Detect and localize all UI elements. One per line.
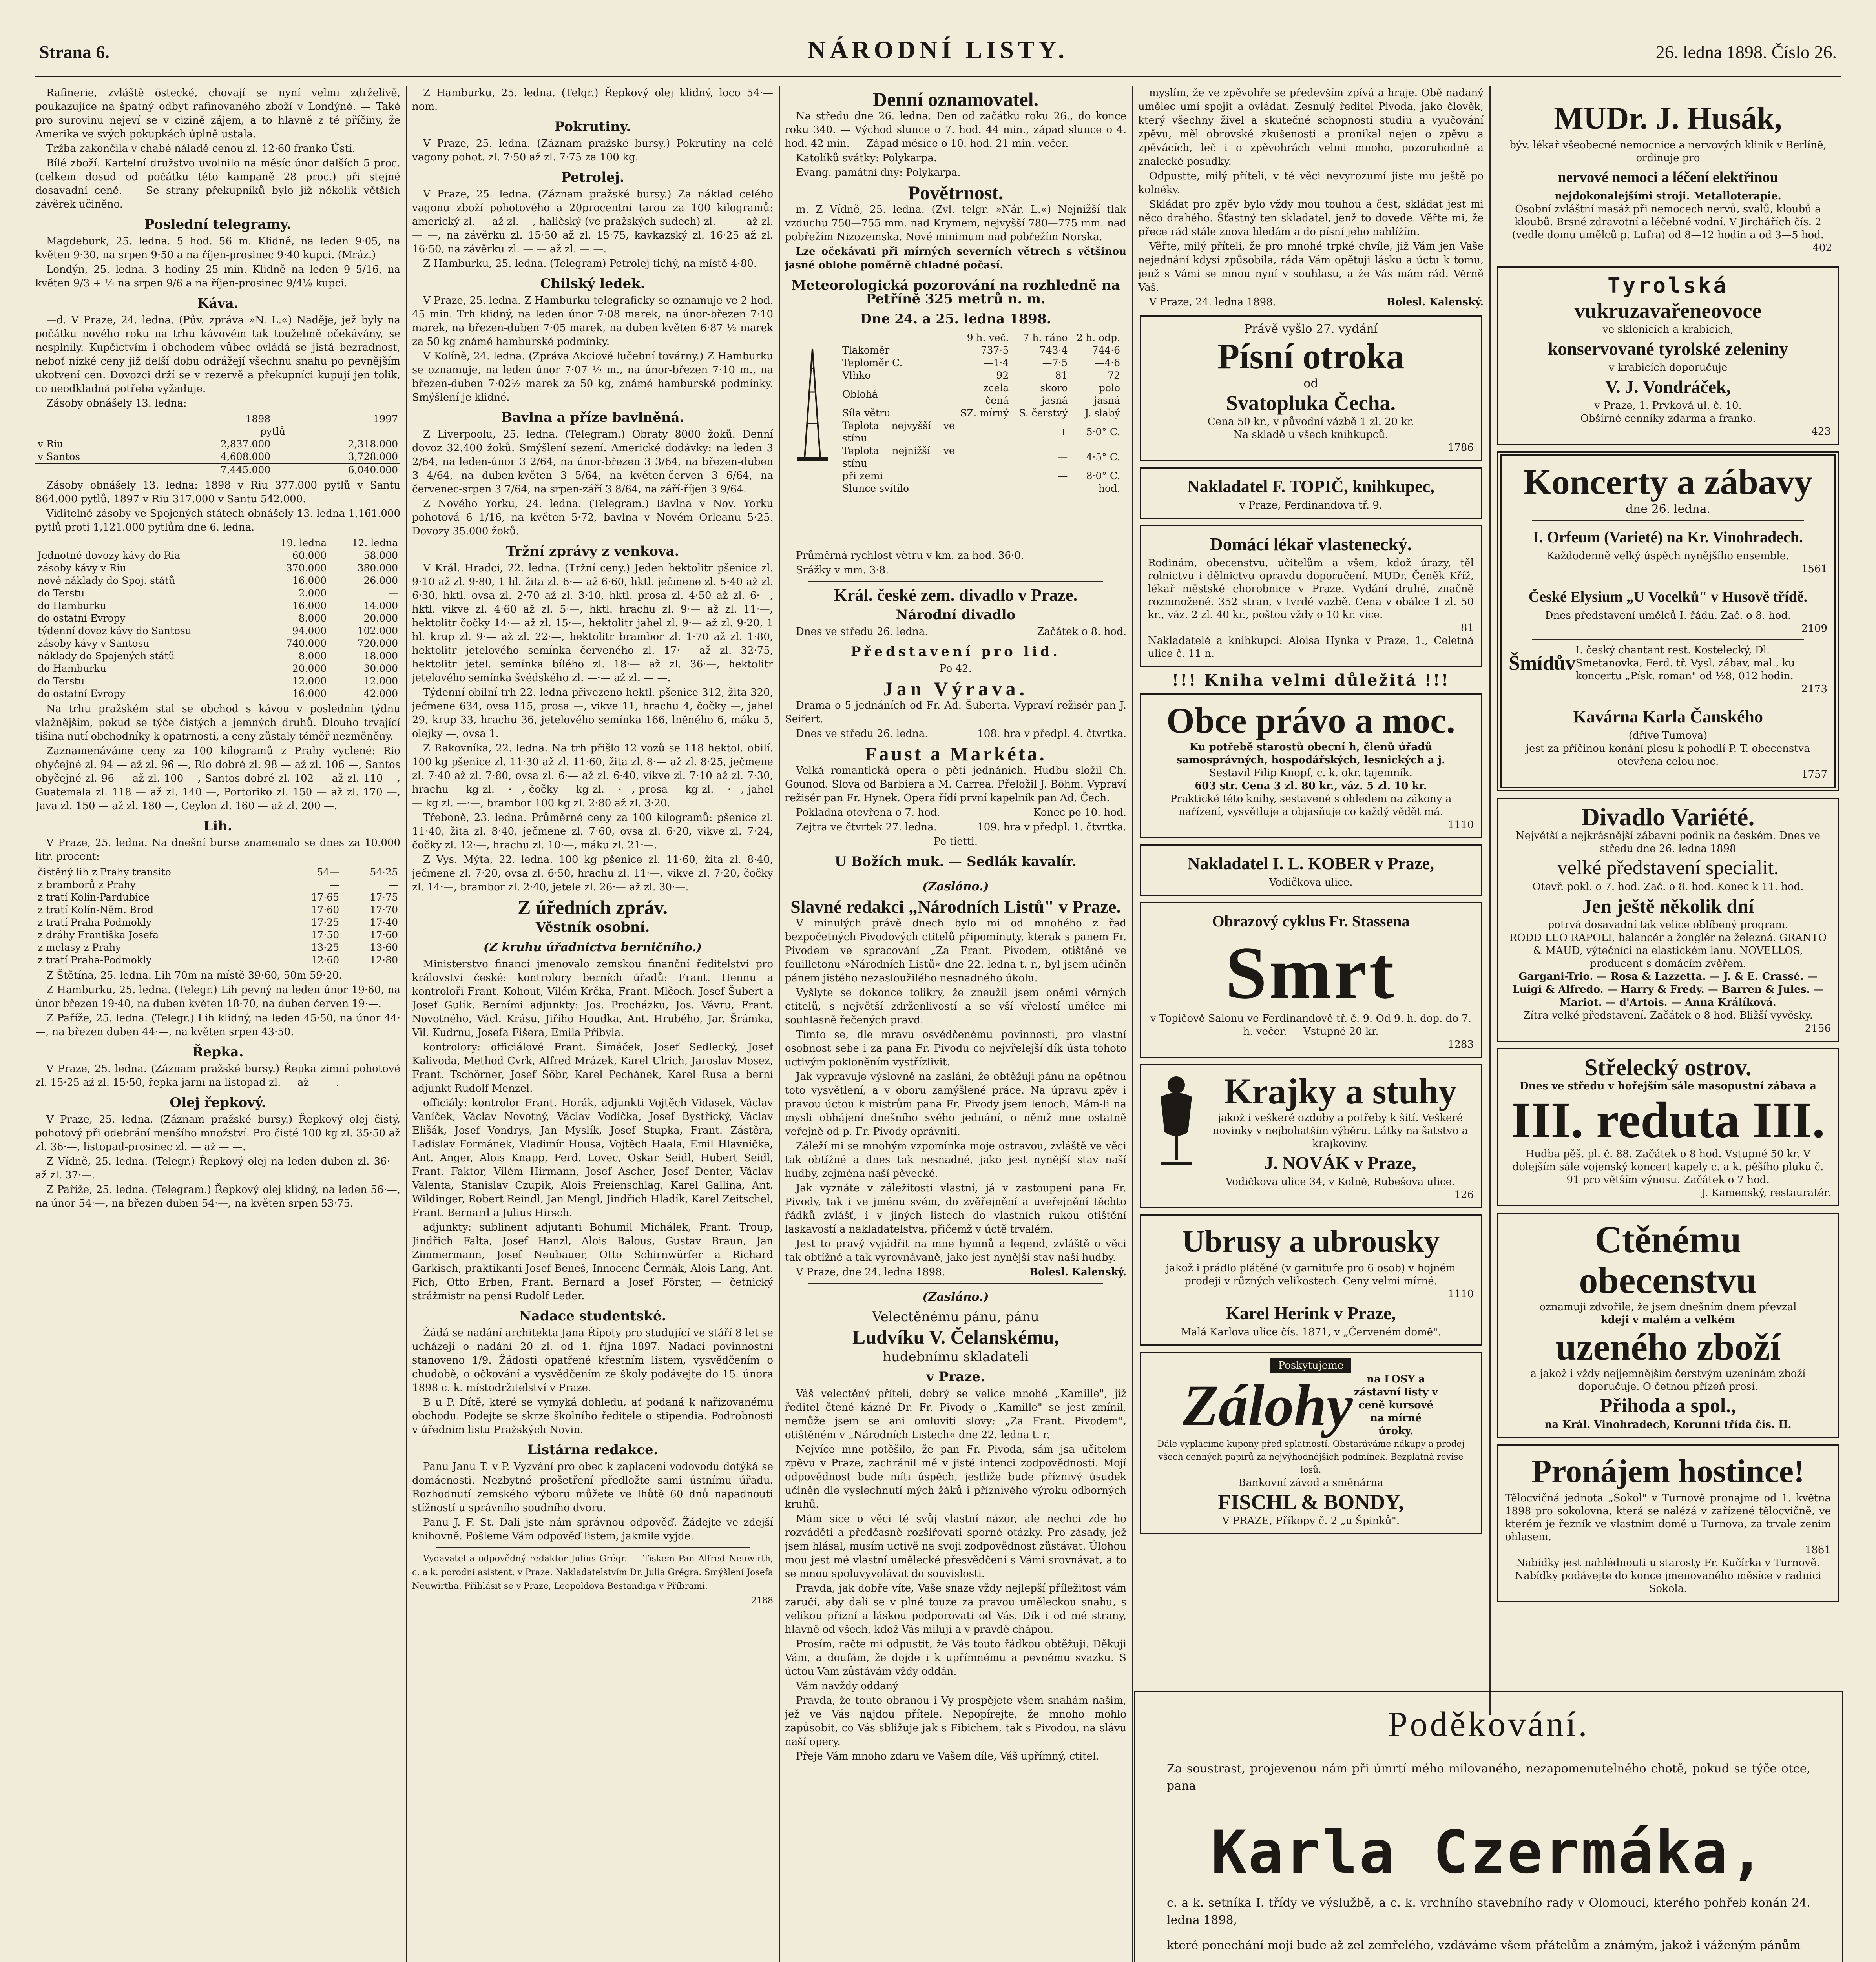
letter-paragraph-1: V minulých právě dnech bylo mi od mnohého z řad bezpočetných Pivodových ctitelů připomínuty, kterak s panem Fr. Pivodem ve spracování „Za Frant. Pivodem, otištěné ve feuilletonu »Národních Listů« dne 22. ledna t. r., byl jsem učiněn pánem jistého nezasloužilého nesnadného úkolu. bbox=[785, 917, 1126, 984]
table-row: z tratí Kolín-Pardubice 17·65 17·75 bbox=[38, 892, 398, 903]
ad-times: Otevř. pokl. o 7. hod. Zač. o 8. hod. Konec k 11. hod. bbox=[1532, 881, 1804, 893]
catholic-feast: Katolíků svátky: Polykarpa. bbox=[796, 152, 937, 164]
oilcake-report: V Praze, 25. ledna. (Záznam pražské bursy.) Pokrutiny na celé vagony pohot. zl. 7·50 až zl. 7·75 za 100 kg. bbox=[412, 138, 773, 163]
oil-hamburg: Z Hamburku, 25. ledna. (Telgr.) Řepkový olej klidný, loco 54·— nom. bbox=[412, 87, 773, 113]
ad-specialty: nervové nemoci a léčení elektřinou bbox=[1558, 169, 1778, 186]
table-row: v Riu 2,837.000 2,318.000 bbox=[38, 438, 398, 450]
ad-catalog: Obšírné cenníky zdarma a franko. bbox=[1580, 413, 1756, 425]
ad-merchant: Karel Herink v Praze, bbox=[1226, 1303, 1396, 1323]
ad-domaci-lekar bbox=[1140, 525, 1482, 667]
section-heading-cotton: Bavlna a příze bavlněná. bbox=[501, 410, 684, 425]
oil-prague: V Praze, 25. ledna. (Záznam pražské bursy.) Řepkový olej čistý, pohotový při odebrání menšího množství. Pro čisté 100 kg zl. 35·50 až zl. 36·—, listopad-prosinec zl. — až — —. bbox=[35, 1114, 400, 1153]
letter-signature: Bolesl. Kalenský. bbox=[1029, 1266, 1126, 1278]
ad-tyrolska bbox=[1497, 266, 1839, 445]
ad-signature: J. Kamenský, restauratér. bbox=[1702, 1187, 1831, 1199]
venue-elysium: České Elysium „U Vocelků" v Husově třídě. bbox=[1528, 589, 1808, 605]
ad-address: Vodičkova ulice. bbox=[1269, 877, 1353, 888]
saltpeter-kolin: V Kolíně, 24. ledna. (Zpráva Akciové lučební továrny.) Z Hamburku se oznamuje, na leden únor 7·07 ½ m., na únor-březen 7·10 m., na březen-duben 7·02½ marek za 50 kg, známé hamburské podmínky. Smýšlení je klidné. bbox=[412, 350, 773, 403]
ad-topic bbox=[1140, 467, 1482, 519]
ad-number: 1861 bbox=[1805, 1544, 1831, 1556]
thanks-heading: Poděkování. bbox=[1388, 1705, 1589, 1744]
table-row: Síla větru SZ. mírný S. čerstvý J. slabý bbox=[842, 407, 1120, 419]
appointments-4: adjunkty: sublinent adjutanti Bohumil Michálek, Frant. Troup, Jindřich Falta, Josef Hanzl, Alois Balous, Gustav Braun, Jan Zimmermann, Josef Neubauer, Otto Schirnwürfer a Richard Garkisch, praktikanti Josef Beneš, Innocenc Čermák, Alois Lang, Ant. Fich, Otto Erben, Frant. Bernard a Josef Förster, — četnický strážmistr na pensi Rudolf Leder. bbox=[412, 1222, 773, 1302]
ad-concerts-title: Koncerty a zábavy bbox=[1524, 462, 1812, 502]
ad-description: jakož i veškeré ozdoby a potřeby k šití. Veškeré novinky v nejbohatším výběru. Látky na šatstvo a krajkoviny. bbox=[1212, 1112, 1468, 1150]
ad-publisher-3: Nakladatel I. L. KOBER v Praze, bbox=[1187, 854, 1434, 873]
ad-announcement: oznamuji zdvořile, že jsem dnešním dnem převzal bbox=[1539, 1301, 1797, 1313]
rapeseed-report: V Praze, 25. ledna. (Záznam pražské bursy.) Řepka zimní pohotové zl. 15·25 až zl. 15·50, řepka jarní na listopad zl. — až — —. bbox=[35, 1063, 400, 1089]
ad-uzeniny bbox=[1497, 1213, 1839, 1438]
market-weekly: Týdenní obilní trh 22. ledna přivezeno hektl. pšenice 312, žita 320, ječmene 634, ovsa 115, prosa —, vikve 11, hrachu 4, čočky —, jahel 29, krup 33, hrachu 36, jetelového semínka 166, lněného 6, máku 5, olejky —, ovsa 1. bbox=[412, 687, 773, 740]
ad-loans-terms: na LOSY a zástavní listy v ceně kursové na mírné úroky. bbox=[1354, 1373, 1438, 1437]
ad-bank: Bankovní závod a směnárna bbox=[1238, 1477, 1383, 1489]
ad-author: Svatopluka Čecha. bbox=[1226, 391, 1396, 415]
subscription-2: 109. hra v předpl. 1. čtvrtka. bbox=[977, 821, 1126, 833]
weather-forecast: Lze očekávati při mírných severních větrech s většinou jasné oblohe poměrně chladné počasí. bbox=[785, 246, 1126, 271]
ad-smoked-goods: uzeného zboží bbox=[1555, 1326, 1781, 1368]
spirits-intro: V Praze, 25. ledna. Na dnešní burse znamenalo se dnes za 10.000 litr. procent: bbox=[35, 837, 400, 862]
letter-heading: Slavné redakci „Národních Listů" v Praze. bbox=[790, 897, 1121, 917]
ad-few-days: Jen ještě několik dní bbox=[1582, 895, 1754, 917]
divider bbox=[436, 1547, 750, 1548]
table-row: při zemi — 8·0° C. bbox=[842, 470, 1120, 481]
column-3 bbox=[785, 86, 1126, 1962]
newspaper-page bbox=[35, 27, 1841, 1962]
ad-doctor-name: MUDr. J. Husák, bbox=[1554, 101, 1782, 136]
table-row: Teploměr C. —1·4 —7·5 —4·6 bbox=[842, 357, 1120, 368]
ad-number: 2156 bbox=[1805, 1023, 1831, 1034]
divider bbox=[1532, 639, 1804, 640]
play-description-2: Velká romantická opera o pěti jednáních. Hudbu složil Ch. Gounod. Slova od Barbiera a M. Carrea. Přeložil J. Böhm. Vypraví režisér pan Fr. Hynek. Opera řídí první kapelník pan Ad. Čech. bbox=[785, 765, 1126, 804]
letter2-salutation: Velectěnému pánu, pánu bbox=[872, 1309, 1039, 1325]
column-divider bbox=[1489, 86, 1491, 1715]
column-divider bbox=[779, 86, 780, 1962]
ad-edition: Právě vyšlo 27. vydání bbox=[1244, 322, 1378, 336]
letter2-role: hudebnímu skladateli bbox=[883, 1349, 1029, 1365]
spirits-hamburg: Z Hamburku, 25. ledna. (Telegr.) Lih pevný na leden únor 19·60, na únor březen 19·40, na duben květen 18·70, na duben červen 19·—. bbox=[35, 984, 400, 1010]
table-row: do Terstu 12.000 12.000 bbox=[38, 675, 398, 687]
table-row: čistěný lih z Prahy transito 54— 54·25 bbox=[38, 866, 398, 878]
prague-coffee-market: Na trhu pražském stal se obchod s kávou v posledním týdnu vlažnějším, pokud se týče čistých a jemných druhů. Dlouho trvající tišina nutí obchodníky k opatrnosti, a ceny zůstaly téměř nezměněny. bbox=[35, 703, 400, 742]
meteo-table: 9 h. več. 7 h. ráno 2 h. odp. Tlakoměr 737·5 743·4 744·6 Teploměr C. —1·4 —7·5 —4·6 Vlhko 92 81 72 Oblohá zcela čená skoro jasná polo jasná Síla větru SZ. mírný S. čerstvý J. slabý Teplota nejvyšší ve stínu + 5·0° C. Teplota nejnižší ve stínu — 4·5° C. při zemi — 8·0° C. Slunce svítilo — hod. bbox=[840, 332, 1122, 495]
venue-cafe-formerly: (dříve Tumova) bbox=[1628, 730, 1708, 742]
table-row: zásoby kávy v Riu 370.000 380.000 bbox=[38, 562, 398, 574]
venue-smid: Šmídův bbox=[1509, 652, 1576, 675]
oil-vienna: Z Vídně, 25. ledna. (Telegr.) Řepkový olej na leden duben zl. 36·— až zl. 37·—. bbox=[35, 1156, 400, 1181]
letter-paragraph-5: Záleží mi se mnohým vzpomínka moje ostravou, zvláště ve věci tak obtížné a dnes tak nesnadné, jako jest nynější stav naší hudby, zejména naší pěvecké. bbox=[785, 1140, 1126, 1180]
ad-theatre-name: Divadlo Variété. bbox=[1581, 803, 1755, 831]
letter2-signature: Bolesl. Kalenský. bbox=[1387, 296, 1484, 308]
ad-description: Hudba pěš. pl. č. 88. Začátek o 8 hod. Vstupné 50 kr. V dolejším sále vojenský koncert kapely c. a k. pěšího pluku č. 91 pro větším výnosu. Začátek o 7 hod. bbox=[1512, 1148, 1824, 1186]
theatre-date-2: Dnes ve středu 26. ledna. bbox=[796, 728, 928, 740]
ad-packaging: ve sklenicích a krabicích, bbox=[1602, 324, 1734, 336]
letter-paragraph-7: Jest to pravý vyjádřit na mne hymnů a legend, zvláště o věci tak obtížné a tak vyrovnávaně, jako jest nynější stav naší hudby. bbox=[785, 1238, 1126, 1264]
letter-paragraph-3: Tímto se, dle mravu osvědčenému povinnosti, pro vlastní osobnost sebe i za pana Fr. Pivodu co nejvřelejší dík ústa tohoto uctivým pokloněním vystřízlivit. bbox=[785, 1029, 1126, 1068]
ad-price: 603 str. Cena 3 zl. 80 kr., váz. 5 zl. 10 kr. bbox=[1195, 780, 1427, 792]
coffee-visible-stocks: Viditelné zásoby ve Spojených státech obnášely 13. ledna 1,161.000 pytlů proti 1,121.000 pytlům dne 6. ledna. bbox=[35, 508, 400, 533]
section-heading-rapeseed-oil: Olej řepkový. bbox=[170, 1095, 266, 1110]
ad-exhibition: Obrazový cyklus Fr. Stassena bbox=[1212, 912, 1410, 930]
market-rakovnik: Z Rakovníka, 22. ledna. Na trh přišlo 12 vozů se 118 hektol. obilí. 100 kg pšenice zl. 11·30 až zl. 11·60, žita zl. 8·— až zl. 8·25, ječmene zl. 7·40 až zl. 7·80, ovsa zl. 6·— až zl. 6·40, vikve zl. 7·10 až zl. 7·30, hrachu — kg zl. —·—, čočky — kg zl. —·—, prosa — kg zl. —·—, jahel — kg zl. —·—, brambor 100 kg zl. 2·80 až zl. 3·20. bbox=[412, 742, 773, 809]
national-theatre: Národní divadlo bbox=[896, 607, 1016, 623]
column-divider bbox=[1132, 86, 1133, 1962]
table-row: z melasy z Prahy 13·25 13·60 bbox=[38, 942, 398, 953]
ad-contact: Nabídky jest nahlédnouti u starosty Fr. Kučírka v Turnově. bbox=[1516, 1557, 1820, 1569]
foundation-notice-2: B u P. Dítě, které se vymyká dohledu, ať podaná k nařizovanému obchodu. Podejte se skrze školního ředitele o stipendia. Podrobnosti v úředním listu Pražských Novin. bbox=[412, 1397, 773, 1436]
ad-recommends: v krabicích doporučuje bbox=[1608, 362, 1728, 374]
divider bbox=[1532, 520, 1804, 521]
table-row: do Terstu 2.000 — bbox=[38, 587, 398, 599]
ad-number: 2173 bbox=[1801, 683, 1827, 695]
appointments-2: kontrolory: officiálové Frant. Šimáček, Josef Sedlecký, Josef Kalivoda, Method Cvrk, Alfred Mrázek, Karel Ulrich, Jaroslav Mosez, Frant. Tschörner, Josef Šöbr, Karel Pechánek, Karel Rusa a berní adjunkt Rudolf Menzel. bbox=[412, 1041, 773, 1094]
divider bbox=[808, 1283, 1103, 1284]
ad-concerts bbox=[1497, 451, 1839, 791]
ad-number: 402 bbox=[1812, 242, 1832, 254]
petroleum-prague: V Praze, 25. ledna. (Záznam pražské bursy.) Za náklad celého vagonu zboží pohotového a 20procentní tarou za 100 kilogramů: americký zl. — až zl. —, haličský (ve pražských sudech) zl. — — až zl. — —, na závěrku zl. 15·50 až zl. 15·75, kavkazský zl. 16·25 až zl. 16·50, na závěrku zl. — — až zl. — —. bbox=[412, 188, 773, 255]
weather-vienna: m. Z Vídně, 25. ledna. (Zvl. telgr. »Nár. L.«) Nejnižší tlak vzduchu 750—755 mm. nad Krymem, nejvyšší 780—775 mm. nad pobřežím Nizozemska. Nové minimum nad pobřežím Norska. bbox=[785, 204, 1126, 243]
section-heading-rapeseed: Řepka. bbox=[192, 1044, 244, 1060]
section-heading-oilcake: Pokrutiny. bbox=[554, 119, 631, 135]
coffee-stocks-table: 1898 1997 pytlů v Riu 2,837.000 2,318.000 v Santos 4,608.000 3,728.000 7,445.000 6,040.000 bbox=[35, 413, 400, 476]
letter2-paragraph-8: Přeje Vám mnoho zdaru ve Vašem díle, Váš upřímný, ctitel. bbox=[796, 1750, 1099, 1762]
imprint: Vydavatel a odpovědný redaktor Julius Grégr. — Tiskem Pan Alfred Neuwirth, c. a k. porodní asistent, v Praze. Nakladatelstvím Dr. Julia Grégra. Smýšlení Josefa Neuwirtha. Přihlásit se v Praze, Leopoldova Bestandiga v Příbrami. bbox=[412, 1554, 773, 1591]
table-row: do ostatní Evropy 16.000 42.000 bbox=[38, 688, 398, 699]
letter-date: V Praze, dne 24. ledna 1898. bbox=[796, 1266, 945, 1278]
market-vysoke-myto: Z Vys. Mýta, 22. ledna. 100 kg pšenice zl. 11·60, žita zl. 8·40, ječmene zl. 7·20, ovsa zl. 6·50, hrachu zl. 11·—, vikve zl. 7·20, čočky zl. 14·—, brambor zl. 2·40, jetele zl. 26·— až zl. 30·—. bbox=[412, 854, 773, 893]
ad-kober bbox=[1140, 844, 1482, 896]
letter2-paragraph-2: Nejvíce mne potěšilo, že pan Fr. Pivoda, sám jsa učitelem zpěvu v Praze, zachránil mě v jisté intenci zodpovědnosti. Mojí odpovědnost bude míti úspěch, jestliže bude příznivý úsudek učiněn dle vyslechnutí mých žáků i příznivého výroku odborných kruhů. bbox=[785, 1444, 1126, 1510]
ad-price: Cena 50 kr., v původní vázbě 1 zl. 20 kr. bbox=[1207, 416, 1414, 428]
letter-paragraph-2: Vyšlyte se dokonce tolikry, že zneužil jsem oněmi věrných ctitelů, s největší zdrženlivostí a se vší vřelostí umělce mi souhlasně řečených pravd. bbox=[785, 987, 1126, 1026]
market-hradec: V Král. Hradci, 22. ledna. (Tržní ceny.) Jeden hektolitr pšenice zl. 9·10 až zl. 9·80, 1 hl. žita zl. 6·— až 6·60, hktl. ječmene zl. 5·40 až zl. 6·30, hktl. ovsa zl. 2·70 až zl. 3·10, hktl. prosa zl. 4·50 až zl. 6·—, hktl. vikve zl. 4·60 až zl. 5·—, hktl. hrachu zl. 9·— až zl. 11·—, hektolitr čočky 14·— až zl. 15·—, hektolitr jahel zl. 9·— až zl. 9·20, 1 hl. krup zl. 9·— až zl. 22·—, hektolitr brambor zl. 1·70 až zl. 1·80, hektolitr jetelového semínka červeného zl. 17·— až zl. 32·75, hektolitr jetel. semínka bílého zl. 18·— až zl. 36·—, hektolitr jetelového semínka švédského zl. —·— až zl. — —. bbox=[412, 562, 773, 684]
ad-loans-title: Zálohy bbox=[1183, 1373, 1353, 1438]
ad-bank-name: FISCHL & BONDY, bbox=[1218, 1490, 1404, 1514]
section-heading-foundations: Nadace studentské. bbox=[519, 1308, 666, 1324]
table-row: zásoby kávy v Santosu 740.000 720.000 bbox=[38, 638, 398, 649]
letter2-continued-2: Odpustte, milý příteli, v té věci nevyrozumí jiste mu ještě po kolnéky. bbox=[1138, 170, 1484, 196]
section-heading-weather: Povětrnost. bbox=[908, 182, 1004, 204]
ad-we-provide: Poskytujeme bbox=[1270, 1358, 1352, 1373]
obituary-thanks bbox=[1134, 1691, 1843, 1962]
evangelical-feast: Evang. památní dny: Polykarpa. bbox=[796, 167, 961, 179]
letter2-paragraph-5: Prosím, račte mi odpustit, že Vás touto řádkou obtěžuji. Děkuji Vám, a doufám, že dojde i k upřímnému a pevnému svazku. S úctou Vám zůstávám vždy oddán. bbox=[785, 1638, 1126, 1678]
venue-smid-note: I. český chantant rest. Kostelecký, Dl. Smetanovka, Ferd. tř. Vysl. zábav, mal., ku koncertu „Písk. roman" od ½8, 012 hodin. bbox=[1575, 644, 1795, 682]
ad-theatre-desc: Největší a nejkrásnější zábavní podnik na českém. Dnes ve středu dne 26. ledna 1898 bbox=[1516, 830, 1820, 855]
running-header bbox=[35, 27, 1841, 77]
petrin-tower-icon bbox=[789, 345, 836, 463]
appointments-3: officiály: kontrolor Frant. Horák, adjunkti Vojtěch Vidasek, Václav Vaníček, Václav Novotný, Václav Vodička, Josef Bystřický, Václav Elišák, Josef Vondrys, Jan Myslík, Josef Stupka, Frant. Zástěra, Ladislav Formánek, Vladimír Housa, Vojtěch Haala, Emil Hlavnička, Ant. Anger, Alois Knapp, Ferd. Lovec, Oskar Seidl, Hubert Seidl, Frant. Faktor, Vilém Hirmann, Josef Ascher, Josef Denter, Václav Valenta, Stanislav Czupik, Alois Freienschlag, Karel Gallina, Ant. Wildinger, Robert Reindl, Jan Mengl, Jindřich Hladík, Karel Zeitschel, Frant. Bernard a Julius Hirsch. bbox=[412, 1097, 773, 1219]
ad-strelecky bbox=[1497, 1048, 1839, 1206]
letter2-date: V Praze, 24. ledna 1898. bbox=[1149, 296, 1276, 308]
ad-tablecloth-title: Ubrusy a ubrousky bbox=[1182, 1224, 1440, 1259]
ad-merchant: V. J. Vondráček, bbox=[1605, 377, 1731, 397]
ad-book-title-2: Domácí lékař vlastenecký. bbox=[1210, 534, 1412, 554]
ad-ubrusy bbox=[1140, 1214, 1482, 1346]
table-row: Tlakoměr 737·5 743·4 744·6 bbox=[842, 345, 1120, 356]
column-2 bbox=[412, 86, 773, 1962]
table-row: do Hamburku 16.000 14.000 bbox=[38, 600, 398, 611]
ad-venue-name: Střelecký ostrov. bbox=[1584, 1054, 1752, 1080]
table-row: Teplota nejnižší ve stínu — 4·5° C. bbox=[842, 445, 1120, 469]
cotton-newyork: Z Nového Yorku, 24. ledna. (Telegram.) Bavlna v Nov. Yorku pohotová 6 1/16, na květen 5·72, bavlna v Novém Orleanu 5·25. Dovozy 35.000 žoků. bbox=[412, 498, 773, 537]
section-heading-petroleum: Petrolej. bbox=[561, 170, 624, 185]
letter2-paragraph-4: Pravda, jak dobře víte, Vaše snaze vždy nejlepší příležitost vám zaručí, aby dali se v plné touze za pravou uměleckou snahu, s velikou přízní a láskou podporovati od Vás. Dík i od mé strany, hlavně od všech, kdož Vás milují a v pravdě chápou. bbox=[785, 1583, 1126, 1636]
thanks-recipients: které ponechání mojí bude až zel zemřelého, vzdáváme všem přátelům a známým, jakož i váženým pánům bbox=[1167, 1938, 1801, 1952]
ad-number: 1786 bbox=[1447, 442, 1474, 454]
thanks-intro: Za soustrast, projevenou nám při úmrtí mého milovaného, nezapomenutelného chotě, pokud se týče otce, pana bbox=[1167, 1762, 1810, 1793]
table-row: Teplota nejvyšší ve stínu + 5·0° C. bbox=[842, 420, 1120, 444]
ad-pisni-otroka bbox=[1140, 315, 1482, 461]
ad-description: Dále vyplácíme kupony před splatností. Obstaráváme nákupy a prodej všech cenných papírů za nejvýhodnějších podmínek. Bezplatná revise losů. bbox=[1157, 1439, 1465, 1475]
ad-number: 1283 bbox=[1447, 1039, 1474, 1050]
section-heading-saltpeter: Chilský ledek. bbox=[540, 276, 645, 292]
ad-availability: Na skladě u všech knihkupců. bbox=[1234, 429, 1388, 441]
meteo-date: Dne 24. a 25. ledna 1898. bbox=[860, 311, 1051, 327]
ad-address: Vodičkova ulice 34, v Kolně, Rubešova ulice. bbox=[1225, 1176, 1455, 1188]
ad-husak bbox=[1497, 93, 1839, 260]
letter-paragraph-6: Jak vyznáte v záležitosti vlastní, já v zastoupení pana Fr. Pivody, tak i ve jménu svém, do zvěřejnění a uveřejnění těchto řádků zvlášť, i v jiných listech do vlastních rukou otištění laskavostí a nakladatelstva, přičemž v úctě trvalém. bbox=[785, 1182, 1126, 1235]
table-row: Slunce svítilo — hod. bbox=[842, 483, 1120, 494]
letter2-paragraph-7: Pravda, že touto obranou i Vy prospějete všem snahám našim, jež ve Vás najdou přítele. Nepopírejte, že mnoho mohlo zapůsobit, co Vás sbližuje jak s Fibichem, tak s Pivodou, na slávu naší opery. bbox=[785, 1695, 1126, 1748]
performance-for-people: Představení pro lid. bbox=[850, 644, 1061, 660]
editorial-reply-2: Panu J. F. St. Dali jste nám správnou odpověď. Žádejte ve zdejší knihovně. Pošleme Vám odpověď listem, jakmile vyjde. bbox=[412, 1517, 773, 1542]
wind-speed: Průměrná rychlost větru v km. za hod. 36·0. bbox=[796, 550, 1024, 562]
section-heading-country-markets: Tržní zprávy z venkova. bbox=[506, 543, 679, 559]
venue-elysium-note: Dnes představení umělců I. řádu. Zač. o 8. hod. bbox=[1545, 610, 1791, 622]
ad-pronajem bbox=[1497, 1444, 1839, 1602]
letter2-paragraph-1: Váš velectěný příteli, dobrý se velice mnohé „Kamille", již ředitel čtené kázné Dr. Fr. Pivody o „Kamille" se jest zmínil, nemůže jsem se ani omluviti slovy: „Za Frant. Pivodem", otištěném v „Národních Listech« dne 22. ledna t. r. bbox=[785, 1388, 1126, 1441]
section-heading-meteo: Meteorologická pozorování na rozhledně na Petříně 325 metrů n. m. bbox=[791, 277, 1120, 307]
spirits-table bbox=[35, 866, 400, 966]
letter2-continued-4: Věřte, milý příteli, že pro mnohé trpké chvíle, již Vám jen Vaše nejednání kdysi způsobila, ráda Vám opětuji lásku a úctu k tomu, jenž s Vámi se mnou nyní v souhlasu, a že Vás mám rád. Věrně Váš. bbox=[1138, 241, 1484, 294]
sugar-paragraph-2: Tržba zakončila v chabé náladě cenou zl. 12·60 franko Ústí. bbox=[46, 143, 356, 155]
ad-merchant: J. NOVÁK v Praze, bbox=[1264, 1153, 1416, 1173]
sugar-paragraph: Rafinerie, zvláště östecké, chovají se nyní velmi zdrželivě, poukazujíce na špatný odbyt rafinovaného zboží v Londýně. — Také pro surovinu nejeví se v cizině zájem, a to hlavně z té příčiny, že Amerika ve svých pokupkách úplně ustala. bbox=[35, 87, 400, 140]
play-description-1: Drama o 5 jednáních od Fr. Ad. Šuberta. Vypraví režisér pan J. Seifert. bbox=[785, 700, 1126, 725]
ad-address: v Praze, Ferdinandova tř. 9. bbox=[1239, 500, 1383, 511]
subheading-tax-office: (Z kruhu úřadnictva berničního.) bbox=[483, 941, 702, 954]
petroleum-hamburg: Z Hamburku, 25. ledna. (Telegram) Petrolej tichý, na místě 4·80. bbox=[423, 258, 757, 270]
coffee-imports-table: 19. ledna 12. ledna Jednotné dovozy kávy do Ria 60.000 58.000 zásoby kávy v Riu 370.000 380.000 nové náklady do Spoj. států 16.000 26.000 do Terstu 2.000 — do Hamburku 16.000 14.000 do ostatní Evropy 8.000 20.000 týdenní dovoz kávy do Santosu 94.000 102.000 zásoby kávy v Santosu 740.000 720.000 náklady do Spojených států 8.000 18.000 do Hamburku 20.000 30.000 do Terstu 12.000 12.000 do ostatní Evropy 16.000 42.000 bbox=[35, 537, 400, 700]
letter-paragraph-4: Jak vypravuje výslovně na zasláni, že obtěžuji pánu na opětnou toto vysvětlení, a v oboru zamýšlené práce. Na úpravu zpěv i pravou úctou k mistrům pana Fr. Pivody jsem lenoch. Mám-li na mysli obhájení dnešního svého jednání, o němž mne ostatně veřejně od p. Fr. Pivody oprávniti. bbox=[785, 1071, 1126, 1138]
table-row: z tratí Praha-Podmokly 12·60 12·80 bbox=[38, 954, 398, 966]
subheading-personal: Věstník osobní. bbox=[535, 919, 650, 935]
deceased-details: c. a k. setníka I. třídy ve výslužbě, a c. k. vrchního stavebního rady v Olomouci, kterého pohřeb konán 24. ledna 1898, bbox=[1167, 1896, 1810, 1927]
ad-book-title: Písní otroka bbox=[1217, 336, 1405, 376]
venue-orfeum-note: Každodenně velký úspěch nynějšího ensemble. bbox=[1547, 550, 1789, 562]
box-office: Pokladna otevřena o 7. hod. bbox=[796, 807, 940, 819]
ad-merchant: Přihoda a spol., bbox=[1600, 1395, 1736, 1417]
column-1 bbox=[35, 86, 400, 1962]
appointments-1: Ministerstvo financí jmenovalo zemskou finanční ředitelství pro království české: kontrolory berních úřadů: Frant. Hennu a kontroloři Frant. Kohout, Vilém Krčka, Frant. Mlčoch. Josef Šubert a Josef Gulík. Berními adjunkty: Jos. Procházku, Jos. Vávru, Frant. Novotného, Václ. Krásu, Jiřího Houdka, Ant. Hrubého, Jar. Šrámka, Vil. Kudrnu, Josefa Fišera, Emila Přibyla. bbox=[412, 958, 773, 1039]
ad-number: 1757 bbox=[1801, 769, 1827, 780]
cotton-liverpool: Z Liverpoolu, 25. ledna. (Telegram.) Obraty 8000 žoků. Denní dovoz 32.400 žoků. Smýšlení sezení. Americké dodávky: na leden 3 2/64, na leden-únor 3 2/64, na únor-březen 3 3/64, na březen-duben 3 4/64, na duben-květen 3 5/64, na květen-červen 3 6/64, na červenec-srpen 3 7/64, na srpen-září 3 8/64, na září-říjen 3 9/64. bbox=[412, 429, 773, 495]
table-row: Vlhko 92 81 72 bbox=[842, 370, 1120, 381]
ad-retail: kdeji v malém a velkém bbox=[1600, 1314, 1735, 1326]
section-heading-spirits: Lih. bbox=[203, 818, 232, 834]
ad-lace-title: Krajky a stuhy bbox=[1224, 1071, 1457, 1111]
theatre-start: Začátek o 8. hod. bbox=[1037, 626, 1126, 638]
issue-date: 26. ledna 1898. Číslo 26. bbox=[1655, 42, 1837, 62]
ad-publisher: Nakladatel F. TOPIČ, knihkupec, bbox=[1187, 477, 1435, 496]
meteo-block bbox=[785, 329, 1126, 549]
coffee-stocks-text: Zásoby obnášely 13. ledna: 1898 v Riu 377.000 pytlů v Santu 864.000 pytlů, 1897 v Riu 317.000 v Santu 542.000. bbox=[35, 480, 400, 505]
ad-number: 81 bbox=[1460, 622, 1474, 634]
table-row: nové náklady do Spoj. států 16.000 26.000 bbox=[38, 575, 398, 586]
ad-doctor-title: býv. lékař všeobecné nemocnice a nervových klinik v Berlíně, ordinuje pro bbox=[1509, 139, 1827, 164]
ad-audience: Ku potřebě starostů obecní h, členů úřadů samosprávných, hospodářských, lesnických a j. bbox=[1176, 741, 1445, 766]
table-row: Oblohá zcela čená skoro jasná polo jasná bbox=[842, 382, 1120, 406]
ad-address: V PRAZE, Příkopy č. 2 „u Špinků". bbox=[1222, 1515, 1400, 1527]
ad-number: 1561 bbox=[1801, 563, 1827, 575]
ad-program-note: potrvá dosavadní tak velice oblíbený program. bbox=[1548, 919, 1788, 931]
telegram-london: Londýn, 25. ledna. 3 hodiny 25 min. Klidně na leden 9 5/16, na květen 9/3 + ¼ na srpen 9/6 a na říjen-prosinec 9/4⅛ kupci. bbox=[35, 264, 400, 289]
theatre-date: Dnes ve středu 26. ledna. bbox=[796, 626, 928, 638]
table-row: 7,445.000 6,040.000 bbox=[35, 463, 400, 476]
ad-performers: RODD LEO RAPOLI, balancér a žonglér na železná. GRANTO & MAUD, výtečníci na elastickém lanu. NOVELLOS, producent s domácím zvěřem. bbox=[1509, 932, 1827, 970]
coffee-stocks-intro: Zásoby obnášely 13. ledna: bbox=[46, 398, 187, 409]
sent-in-label-2: (Zasláno.) bbox=[922, 1290, 989, 1304]
ad-lease-title: Pronájem hostince! bbox=[1531, 1453, 1805, 1490]
saltpeter-prague: V Praze, 25. ledna. Z Hamburku telegraficky se oznamuje ve 2 hod. 45 min. Trh klidný, na leden únor 7·08 marek, na únor-březen 7·10 marek, na březen-duben 7·05 marek, na duben květen 6·87 ½ marek za 50 kg známé hamburské podmínky. bbox=[412, 295, 773, 348]
column-divider bbox=[406, 86, 407, 1962]
venue-cafe: Kavárna Karla Čanského bbox=[1573, 707, 1763, 726]
table-row: z tratí Kolín-Něm. Brod 17·60 17·70 bbox=[38, 904, 398, 915]
play-title-1: Jan Výrava. bbox=[883, 678, 1029, 700]
ad-book-title-3: Obce právo a moc. bbox=[1166, 700, 1455, 740]
ad-address: na Král. Vinohradech, Korunní třída čís. II. bbox=[1544, 1419, 1792, 1431]
ad-event: Dnes ve středu v hořejším sále masopustní zábava a bbox=[1520, 1080, 1816, 1092]
table-row: do Hamburku 20.000 30.000 bbox=[38, 663, 398, 674]
ad-description: Tělocvičná jednota „Sokol" v Turnově pronajme od 1. května 1898 pro sokolovna, která se nalézá v zařízené tělocvičně, ve kterém je řezník ve vlastním domě u Turnova, za trvale zenim ohlasem. bbox=[1505, 1492, 1831, 1543]
theatre-heading: Král. české zem. divadlo v Praze. bbox=[834, 585, 1078, 605]
table-row: z tratí Praha-Podmokly 17·25 17·40 bbox=[38, 917, 398, 928]
ad-compiler: Sestavil Filip Knopf, c. k. okr. tajemník. bbox=[1209, 767, 1412, 779]
venue-orfeum: I. Orfeum (Varieté) na Kr. Vinohradech. bbox=[1533, 528, 1803, 546]
ad-address: v Praze, 1. Prvková ul. č. 10. bbox=[1594, 400, 1742, 412]
venue-cafe-note: jest za příčinou konání plesu k pohodlí P. T. obecenstva otevřena celou noc. bbox=[1526, 743, 1810, 768]
foundation-notice: Žádá se nadání architekta Jana Řípoty pro studující ve stáří 8 let se ucházejí o nadání 20 zl. od 1. října 1897. Nadací povinnostní stanoveno 1/9. Žádosti opatřené křestním listem, vysvědčením o chudobě, o očkování a vysvědčením ze školy podávejte do 15. února 1898 c. k. místodržitelství v Praze. bbox=[412, 1327, 773, 1394]
ad-address: Malá Karlova ulice čís. 1871, v „Červeném domě". bbox=[1181, 1326, 1441, 1338]
section-heading-daily: Denní oznamovatel. bbox=[872, 88, 1039, 110]
ad-vegetables: konservované tyrolské zeleniny bbox=[1548, 339, 1788, 359]
table-row: v Santos 4,608.000 3,728.000 bbox=[38, 451, 398, 462]
play-title-2: Faust a Markéta. bbox=[865, 743, 1047, 765]
ad-fruit: vukruzavařeneovoce bbox=[1574, 299, 1762, 323]
letter2-continued-3: Skládat pro zpěv bylo vždy mou touhou a čest, skládat jest mi něco drahého. Šťastný ten skladatel, jenž to dovede. Věřte mi, že přece rád stále znova hledám a do písní jeho nahlížím. bbox=[1138, 199, 1484, 238]
oil-paris: Z Paříže, 25. ledna. (Telegram.) Řepkový olej klidný, na leden 56·—, na únor 54·—, na březen duben 54·—, na květen srpen 53·75. bbox=[35, 1184, 400, 1209]
coffee-prices: Zaznamenáváme ceny za 100 kilogramů z Prahy vyclené: Rio obyčejné zl. 94 — až zl. 96 —, Rio dobré zl. 98 — až zl. 106 —, Santos obyčejné zl. 96 — až zl. 100 —, Santos dobré zl. 102 — až zl. 110 —, Guatemala zl. 118 — až zl. 140 —, Portoriko zl. 150 — až zl. 170 —, Java zl. 150 — až zl. 180 —, Ceylon zl. 160 — až zl. 200 —. bbox=[35, 745, 400, 812]
coffee-report: —d. V Praze, 24. ledna. (Pův. zpráva »N. L.«) Naděje, jež byly na počátku nového roku na trhu kávovém tak toužebně očekávány, se nesplnily. Kupčictvím i obchodem vůbec ovládá se jistá bezradnost, neboť nízké ceny již delší dobu odrážejí všechnu snahu po pevnějším ukotvení cen. Dovozci drží se v rezervě a překupníci kupují jen tolik, co neodkladná potřeba vyžaduje. bbox=[35, 314, 400, 395]
table-row: Jednotné dovozy kávy do Ria 60.000 58.000 bbox=[38, 550, 398, 561]
ad-exhibition-title: Smrt bbox=[1225, 932, 1396, 1014]
ad-description: Praktické této knihy, sestavené s ohledem na zákony a nařízení, vysvětluje a objasňuje co každý vědět má. bbox=[1170, 793, 1452, 818]
letter2-continued-1: myslím, že ve zpěvohře se především zpívá a hraje. Obě nadaný umělec umí spojit a ovládat. Zesnulý ředitel Pivoda, jako člověk, který všechny živel a skutečné schopnosti studiu a vyučování zpěvu, měl obrovské zkušenosti a pronikal nejen o zpěvu a zpěvácích, leč i o zpěvohrách velmi mnoho, pozoruhodně a znalecké posudky. bbox=[1138, 87, 1484, 168]
spirits-paris: Z Paříže, 25. ledna. (Telegr.) Lih klidný, na leden 45·50, na únor 44·—, na březen duben 44·—, na květen srpen 43·50. bbox=[35, 1012, 400, 1038]
letter2-addressee: Ludvíku V. Čelanskému, bbox=[852, 1326, 1059, 1348]
end-time: Konec po 10. hod. bbox=[1033, 807, 1126, 819]
section-heading: Poslední telegramy. bbox=[144, 217, 291, 232]
ad-concerts-date: dne 26. ledna. bbox=[1625, 502, 1711, 516]
performance-number: Po 42. bbox=[940, 663, 972, 675]
ad-number: 423 bbox=[1811, 426, 1831, 438]
ad-description: Rodinám, obecenstvu, učitelům a všem, kdož úrazy, těl rolnictvu i dělnictvu opravdu doporučení. MUDr. Čeněk Kříž, lékař městské chorobnice v Praze. Vydání druhé, značně rozmnožené. 352 stran, v tvrdé vazbě. Cena v obálce 1 zl. 50 kr., váz. 2 zl. 40 kr., poštou vždy o 10 kr. více. bbox=[1148, 557, 1474, 621]
tomorrow: Zejtra ve čtvrtek 27. ledna. bbox=[796, 821, 937, 833]
table-row: z bramborů z Prahy — — bbox=[38, 879, 398, 890]
play-title-3: U Božích muk. — Sedlák kavalír. bbox=[834, 854, 1077, 870]
ad-description: jakož i prádlo plátěné (v garnituře pro 6 osob) v hojném prodeji v různých velikostech. Ceny velmi mírné. bbox=[1166, 1262, 1456, 1287]
ad-krajky bbox=[1140, 1064, 1482, 1208]
dress-form-icon bbox=[1149, 1073, 1204, 1167]
sent-in-label: (Zasláno.) bbox=[922, 880, 989, 893]
deceased-name: Karla Czermáka, bbox=[1211, 1818, 1767, 1887]
ad-important-book: !!! Kniha velmi důležitá !!! bbox=[1172, 671, 1450, 689]
ad-number: 1110 bbox=[1447, 1288, 1474, 1300]
ad-by: od bbox=[1303, 377, 1318, 390]
ad-variete bbox=[1497, 798, 1839, 1042]
ad-tomorrow: Zítra velké představení. Začátek o 8 hod. Bližší vyvěsky. bbox=[1523, 1010, 1813, 1021]
ad-performers-2: Gargani-Trio. — Rosa & Lazzetta. — J. & E. Crassé. — Luigi & Alfredo. — Harry & Fredy. — Barren & Jules. — Mariot. — d'Artois. — Anna Králíková. bbox=[1512, 971, 1824, 1008]
ad-number: 1110 bbox=[1447, 819, 1474, 831]
ad-deadline: Nabídky podávejte do konce jmenovaného měsíce v radnici Sokola. bbox=[1515, 1570, 1821, 1595]
section-heading-official: Z úředních zpráv. bbox=[518, 896, 668, 918]
letter2-paragraph-6: Vám navždy oddaný bbox=[796, 1680, 898, 1692]
letter2-place: v Praze. bbox=[926, 1369, 985, 1385]
spirits-stettin: Z Štětína, 25. ledna. Lih 70m na místě 39·60, 50m 59·20. bbox=[46, 970, 342, 981]
ad-description: Osobní zvláštní masáž při nemocech nervů, svalů, kloubů a kloubů. Brsné zdravotní a léčebné vodní. V Jirchářích čís. 2 (vedle domu umělců p. Lufra) od 8—12 hodin a od 3—5 hod. bbox=[1512, 203, 1824, 241]
ad-venue: v Topičově Salonu ve Ferdinandově tř. č. 9. Od 9. h. dop. do 7. h. večer. — Vstupné 20 kr. bbox=[1150, 1013, 1471, 1038]
ad-show: velké představení specialit. bbox=[1557, 857, 1779, 879]
section-heading-editorial-mail: Listárna redakce. bbox=[527, 1442, 658, 1458]
masthead-title: NÁRODNÍ LISTY. bbox=[808, 36, 1068, 64]
ad-zalohy bbox=[1140, 1352, 1482, 1534]
ad-obce-pravo bbox=[1140, 693, 1482, 838]
daily-almanac: Na středu dne 26. ledna. Den od začátku roku 26., do konce roku 340. — Východ slunce o 7. hod. 44 min., západ slunce o 4. hod. 42 min. — Západ měsíce o 10. hod. 21 min. večer. bbox=[785, 110, 1126, 150]
tomorrow-note: Po tietti. bbox=[934, 836, 978, 848]
page-number: Strana 6. bbox=[39, 42, 109, 62]
editorial-reply-1: Panu Janu T. v P. Vyzvání pro obec k zaplacení vodovodu dotýká se domácnosti. Nezbytné prošetření předložte sami ústnímu úřadu. Rozhodnutí zemského výboru můžete ve lhůtě 60 dnů napadnouti stížností u správního soudního dvoru. bbox=[412, 1461, 773, 1514]
ad-announcement-title: Ctěnému obecenstvu bbox=[1579, 1218, 1757, 1301]
precipitation: Srážky v mm. 3·8. bbox=[796, 564, 889, 576]
section-heading-coffee: Káva. bbox=[197, 295, 239, 311]
table-row: náklady do Spojených států 8.000 18.000 bbox=[38, 650, 398, 662]
column-4 bbox=[1138, 86, 1484, 1715]
telegram-magdeburg: Magdeburk, 25. ledna. 5 hod. 56 m. Klidně, na leden 9·05, na květen 9·30, na srpen 9·50 a na říjen-prosinec 9·40 kupci. (Mráz.) bbox=[35, 235, 400, 261]
ad-number: 2109 bbox=[1801, 623, 1827, 635]
table-row: do ostatní Evropy 8.000 20.000 bbox=[38, 613, 398, 624]
table-row: z dráhy Františka Josefa 17·50 17·60 bbox=[38, 929, 398, 941]
letter2-paragraph-3: Mám sice o věci té svůj vlastní názor, ale nechci zde ho rozváděti a předčasně rozšiřovati sporné otázky. Pro zásady, jež jsem hlásal, musím uctivě na svoji zodpovědnost zůstávat. Úlohou mou jest mé vlastní umělecké přesvědčení s Vámi srovnávat, a to se mnou spoluvyvolávat do souvislosti. bbox=[785, 1513, 1126, 1580]
ad-number: 126 bbox=[1454, 1189, 1474, 1201]
ad-smrt bbox=[1140, 902, 1482, 1058]
column-5 bbox=[1495, 86, 1841, 1715]
table-row: týdenní dovoz kávy do Santosu 94.000 102.000 bbox=[38, 625, 398, 636]
ad-methods: nejdokonalejšími stroji. Metalloterapie. bbox=[1555, 190, 1781, 202]
imprint-number: 2188 bbox=[751, 1596, 773, 1606]
market-trebon: Třeboně, 23. ledna. Průměrné ceny za 100 kilogramů: pšenice zl. 11·40, žita zl. 8·40, ječmene zl. 7·60, ovsa zl. 6·20, vikve zl. 7·24, čočky zl. 12·—, hrachu zl. 10·—, máku zl. 21·—. bbox=[412, 812, 773, 851]
ad-reduta: III. reduta III. bbox=[1511, 1092, 1825, 1149]
subscription: 108. hra v předpl. 4. čtvrtka. bbox=[977, 728, 1126, 740]
ad-description: a jakož i vždy nejjemnějším čerstvým uzeninám zboží doporučuje. O četnou přízeň prosí. bbox=[1530, 1368, 1806, 1393]
ad-publisher-2: Nakladatelé a knihkupci: Aloisa Hynka v Praze, 1., Celetná ulice č. 11 n. bbox=[1148, 635, 1474, 660]
divider bbox=[808, 581, 1103, 582]
ad-tyrolean: Tyrolská bbox=[1607, 273, 1729, 298]
sugar-paragraph-3: Bílé zboží. Kartelní družstvo uvolnilo na měsíc únor dalších 5 proc. (celkem dosud od počátku této kampaně 28 proc.) při stejné dosavadní ceně. — Se strany překupníků bylo již několik větších závěrek učiněno. bbox=[35, 157, 400, 210]
